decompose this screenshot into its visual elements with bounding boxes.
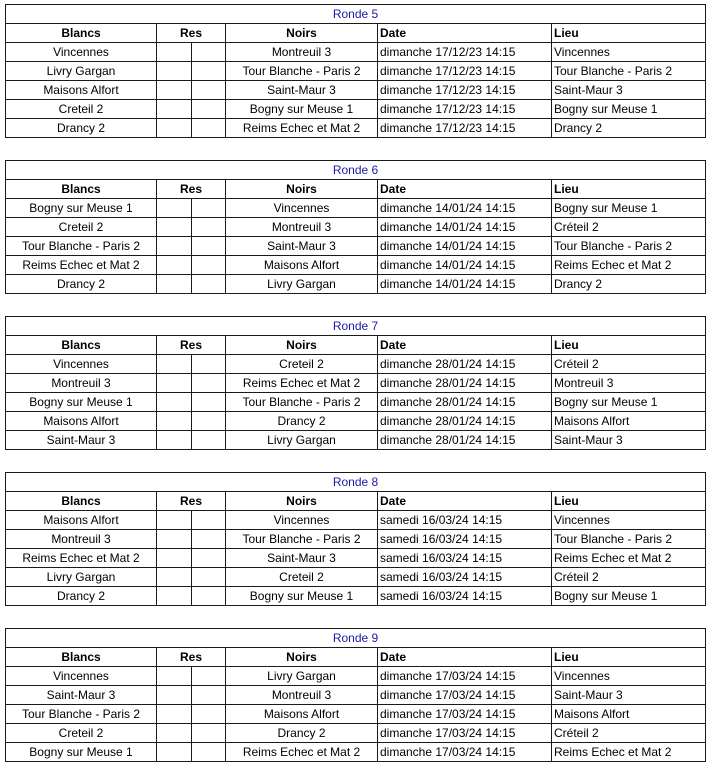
result-white <box>157 743 192 762</box>
header-blancs: Blancs <box>6 24 157 43</box>
round-title-row <box>6 317 706 336</box>
match-date: samedi 16/03/24 14:15 <box>378 549 552 568</box>
match-row <box>6 705 706 724</box>
result-black <box>192 549 226 568</box>
match-venue: Maisons Alfort <box>552 412 706 431</box>
match-date: dimanche 17/03/24 14:15 <box>378 705 552 724</box>
white-team: Tour Blanche - Paris 2 <box>6 237 157 256</box>
result-black <box>192 62 226 81</box>
result-black <box>192 511 226 530</box>
round-table-7 <box>5 316 706 450</box>
result-white <box>157 62 192 81</box>
white-team: Drancy 2 <box>6 119 157 138</box>
result-black <box>192 355 226 374</box>
match-date: dimanche 17/12/23 14:15 <box>378 119 552 138</box>
round-title: Ronde 7 <box>6 317 706 336</box>
black-team: Saint-Maur 3 <box>226 237 378 256</box>
match-date: samedi 16/03/24 14:15 <box>378 511 552 530</box>
black-team: Tour Blanche - Paris 2 <box>226 393 378 412</box>
white-team: Bogny sur Meuse 1 <box>6 199 157 218</box>
match-row <box>6 393 706 412</box>
match-venue: Vincennes <box>552 511 706 530</box>
result-white <box>157 218 192 237</box>
header-blancs: Blancs <box>6 336 157 355</box>
white-team: Maisons Alfort <box>6 511 157 530</box>
result-white <box>157 724 192 743</box>
match-date: dimanche 14/01/24 14:15 <box>378 256 552 275</box>
header-res: Res <box>157 336 226 355</box>
result-black <box>192 199 226 218</box>
black-team: Maisons Alfort <box>226 705 378 724</box>
match-row <box>6 568 706 587</box>
result-white <box>157 549 192 568</box>
match-venue: Créteil 2 <box>552 218 706 237</box>
match-date: dimanche 17/12/23 14:15 <box>378 100 552 119</box>
round-title: Ronde 5 <box>6 5 706 24</box>
match-date: dimanche 28/01/24 14:15 <box>378 412 552 431</box>
match-venue: Montreuil 3 <box>552 374 706 393</box>
match-venue: Drancy 2 <box>552 119 706 138</box>
white-team: Livry Gargan <box>6 568 157 587</box>
match-date: dimanche 17/12/23 14:15 <box>378 81 552 100</box>
header-res: Res <box>157 648 226 667</box>
match-date: dimanche 17/03/24 14:15 <box>378 743 552 762</box>
header-blancs: Blancs <box>6 492 157 511</box>
match-row <box>6 667 706 686</box>
result-black <box>192 587 226 606</box>
white-team: Drancy 2 <box>6 275 157 294</box>
match-venue: Bogny sur Meuse 1 <box>552 199 706 218</box>
black-team: Drancy 2 <box>226 724 378 743</box>
white-team: Drancy 2 <box>6 587 157 606</box>
match-row <box>6 686 706 705</box>
match-date: dimanche 28/01/24 14:15 <box>378 431 552 450</box>
result-black <box>192 218 226 237</box>
match-row <box>6 530 706 549</box>
black-team: Reims Echec et Mat 2 <box>226 743 378 762</box>
result-black <box>192 705 226 724</box>
match-venue: Saint-Maur 3 <box>552 686 706 705</box>
match-venue: Tour Blanche - Paris 2 <box>552 62 706 81</box>
match-venue: Créteil 2 <box>552 355 706 374</box>
result-black <box>192 412 226 431</box>
white-team: Vincennes <box>6 355 157 374</box>
white-team: Saint-Maur 3 <box>6 686 157 705</box>
black-team: Reims Echec et Mat 2 <box>226 374 378 393</box>
header-blancs: Blancs <box>6 648 157 667</box>
black-team: Montreuil 3 <box>226 218 378 237</box>
round-table-9 <box>5 628 706 762</box>
match-date: samedi 16/03/24 14:15 <box>378 530 552 549</box>
result-black <box>192 724 226 743</box>
header-lieu: Lieu <box>552 336 706 355</box>
match-venue: Drancy 2 <box>552 275 706 294</box>
match-row <box>6 218 706 237</box>
header-row <box>6 180 706 199</box>
match-date: dimanche 28/01/24 14:15 <box>378 374 552 393</box>
match-date: dimanche 28/01/24 14:15 <box>378 393 552 412</box>
result-white <box>157 100 192 119</box>
match-venue: Tour Blanche - Paris 2 <box>552 237 706 256</box>
white-team: Creteil 2 <box>6 100 157 119</box>
result-black <box>192 743 226 762</box>
match-venue: Reims Echec et Mat 2 <box>552 256 706 275</box>
match-date: dimanche 14/01/24 14:15 <box>378 218 552 237</box>
match-date: samedi 16/03/24 14:15 <box>378 587 552 606</box>
match-row <box>6 412 706 431</box>
header-row <box>6 24 706 43</box>
result-white <box>157 431 192 450</box>
black-team: Saint-Maur 3 <box>226 549 378 568</box>
match-row <box>6 511 706 530</box>
white-team: Maisons Alfort <box>6 81 157 100</box>
white-team: Reims Echec et Mat 2 <box>6 549 157 568</box>
black-team: Vincennes <box>226 511 378 530</box>
white-team: Saint-Maur 3 <box>6 431 157 450</box>
match-venue: Créteil 2 <box>552 568 706 587</box>
result-white <box>157 667 192 686</box>
result-black <box>192 393 226 412</box>
result-black <box>192 43 226 62</box>
white-team: Creteil 2 <box>6 218 157 237</box>
result-white <box>157 275 192 294</box>
round-table-5 <box>5 4 706 138</box>
result-black <box>192 667 226 686</box>
round-title-row <box>6 629 706 648</box>
white-team: Montreuil 3 <box>6 530 157 549</box>
match-date: dimanche 17/03/24 14:15 <box>378 686 552 705</box>
header-date: Date <box>378 24 552 43</box>
result-black <box>192 100 226 119</box>
white-team: Bogny sur Meuse 1 <box>6 743 157 762</box>
result-black <box>192 686 226 705</box>
result-black <box>192 275 226 294</box>
black-team: Creteil 2 <box>226 355 378 374</box>
header-lieu: Lieu <box>552 180 706 199</box>
header-lieu: Lieu <box>552 648 706 667</box>
result-white <box>157 199 192 218</box>
header-row <box>6 648 706 667</box>
match-venue: Tour Blanche - Paris 2 <box>552 530 706 549</box>
result-white <box>157 237 192 256</box>
result-white <box>157 43 192 62</box>
match-row <box>6 587 706 606</box>
result-black <box>192 256 226 275</box>
round-title: Ronde 9 <box>6 629 706 648</box>
black-team: Livry Gargan <box>226 667 378 686</box>
black-team: Montreuil 3 <box>226 686 378 705</box>
black-team: Livry Gargan <box>226 275 378 294</box>
result-white <box>157 256 192 275</box>
black-team: Reims Echec et Mat 2 <box>226 119 378 138</box>
black-team: Tour Blanche - Paris 2 <box>226 530 378 549</box>
white-team: Reims Echec et Mat 2 <box>6 256 157 275</box>
result-white <box>157 686 192 705</box>
result-black <box>192 237 226 256</box>
match-venue: Vincennes <box>552 667 706 686</box>
round-title-row <box>6 161 706 180</box>
header-row <box>6 492 706 511</box>
white-team: Bogny sur Meuse 1 <box>6 393 157 412</box>
header-date: Date <box>378 336 552 355</box>
match-row <box>6 275 706 294</box>
round-title-row <box>6 5 706 24</box>
result-white <box>157 393 192 412</box>
match-date: dimanche 14/01/24 14:15 <box>378 199 552 218</box>
result-black <box>192 530 226 549</box>
match-venue: Saint-Maur 3 <box>552 431 706 450</box>
header-row <box>6 336 706 355</box>
match-date: samedi 16/03/24 14:15 <box>378 568 552 587</box>
result-black <box>192 81 226 100</box>
match-row <box>6 119 706 138</box>
match-row <box>6 100 706 119</box>
result-black <box>192 374 226 393</box>
black-team: Bogny sur Meuse 1 <box>226 100 378 119</box>
black-team: Maisons Alfort <box>226 256 378 275</box>
header-res: Res <box>157 492 226 511</box>
round-title: Ronde 6 <box>6 161 706 180</box>
match-venue: Reims Echec et Mat 2 <box>552 549 706 568</box>
header-noirs: Noirs <box>226 648 378 667</box>
white-team: Vincennes <box>6 43 157 62</box>
match-date: dimanche 14/01/24 14:15 <box>378 275 552 294</box>
white-team: Livry Gargan <box>6 62 157 81</box>
match-venue: Bogny sur Meuse 1 <box>552 100 706 119</box>
header-noirs: Noirs <box>226 180 378 199</box>
result-white <box>157 81 192 100</box>
result-black <box>192 431 226 450</box>
black-team: Montreuil 3 <box>226 43 378 62</box>
round-title-row <box>6 473 706 492</box>
match-venue: Bogny sur Meuse 1 <box>552 587 706 606</box>
black-team: Bogny sur Meuse 1 <box>226 587 378 606</box>
result-white <box>157 705 192 724</box>
header-res: Res <box>157 24 226 43</box>
white-team: Creteil 2 <box>6 724 157 743</box>
round-table-6 <box>5 160 706 294</box>
match-date: dimanche 17/12/23 14:15 <box>378 62 552 81</box>
match-row <box>6 724 706 743</box>
match-date: dimanche 17/03/24 14:15 <box>378 724 552 743</box>
result-black <box>192 119 226 138</box>
result-white <box>157 374 192 393</box>
match-row <box>6 43 706 62</box>
match-venue: Vincennes <box>552 43 706 62</box>
header-lieu: Lieu <box>552 492 706 511</box>
round-title: Ronde 8 <box>6 473 706 492</box>
header-noirs: Noirs <box>226 492 378 511</box>
header-date: Date <box>378 180 552 199</box>
match-row <box>6 237 706 256</box>
black-team: Vincennes <box>226 199 378 218</box>
result-white <box>157 568 192 587</box>
header-noirs: Noirs <box>226 24 378 43</box>
white-team: Maisons Alfort <box>6 412 157 431</box>
round-table-8 <box>5 472 706 606</box>
match-venue: Reims Echec et Mat 2 <box>552 743 706 762</box>
match-row <box>6 549 706 568</box>
white-team: Tour Blanche - Paris 2 <box>6 705 157 724</box>
header-lieu: Lieu <box>552 24 706 43</box>
match-row <box>6 355 706 374</box>
result-white <box>157 355 192 374</box>
match-date: dimanche 17/03/24 14:15 <box>378 667 552 686</box>
result-white <box>157 587 192 606</box>
match-row <box>6 199 706 218</box>
match-venue: Bogny sur Meuse 1 <box>552 393 706 412</box>
match-date: dimanche 28/01/24 14:15 <box>378 355 552 374</box>
result-white <box>157 530 192 549</box>
header-res: Res <box>157 180 226 199</box>
black-team: Tour Blanche - Paris 2 <box>226 62 378 81</box>
match-row <box>6 743 706 762</box>
black-team: Drancy 2 <box>226 412 378 431</box>
match-row <box>6 81 706 100</box>
header-blancs: Blancs <box>6 180 157 199</box>
black-team: Creteil 2 <box>226 568 378 587</box>
header-date: Date <box>378 648 552 667</box>
black-team: Saint-Maur 3 <box>226 81 378 100</box>
result-white <box>157 119 192 138</box>
result-black <box>192 568 226 587</box>
header-noirs: Noirs <box>226 336 378 355</box>
result-white <box>157 412 192 431</box>
black-team: Livry Gargan <box>226 431 378 450</box>
match-date: dimanche 17/12/23 14:15 <box>378 43 552 62</box>
match-row <box>6 374 706 393</box>
header-date: Date <box>378 492 552 511</box>
match-row <box>6 256 706 275</box>
result-white <box>157 511 192 530</box>
match-date: dimanche 14/01/24 14:15 <box>378 237 552 256</box>
match-venue: Créteil 2 <box>552 724 706 743</box>
match-row <box>6 62 706 81</box>
match-venue: Maisons Alfort <box>552 705 706 724</box>
match-venue: Saint-Maur 3 <box>552 81 706 100</box>
white-team: Montreuil 3 <box>6 374 157 393</box>
match-row <box>6 431 706 450</box>
white-team: Vincennes <box>6 667 157 686</box>
